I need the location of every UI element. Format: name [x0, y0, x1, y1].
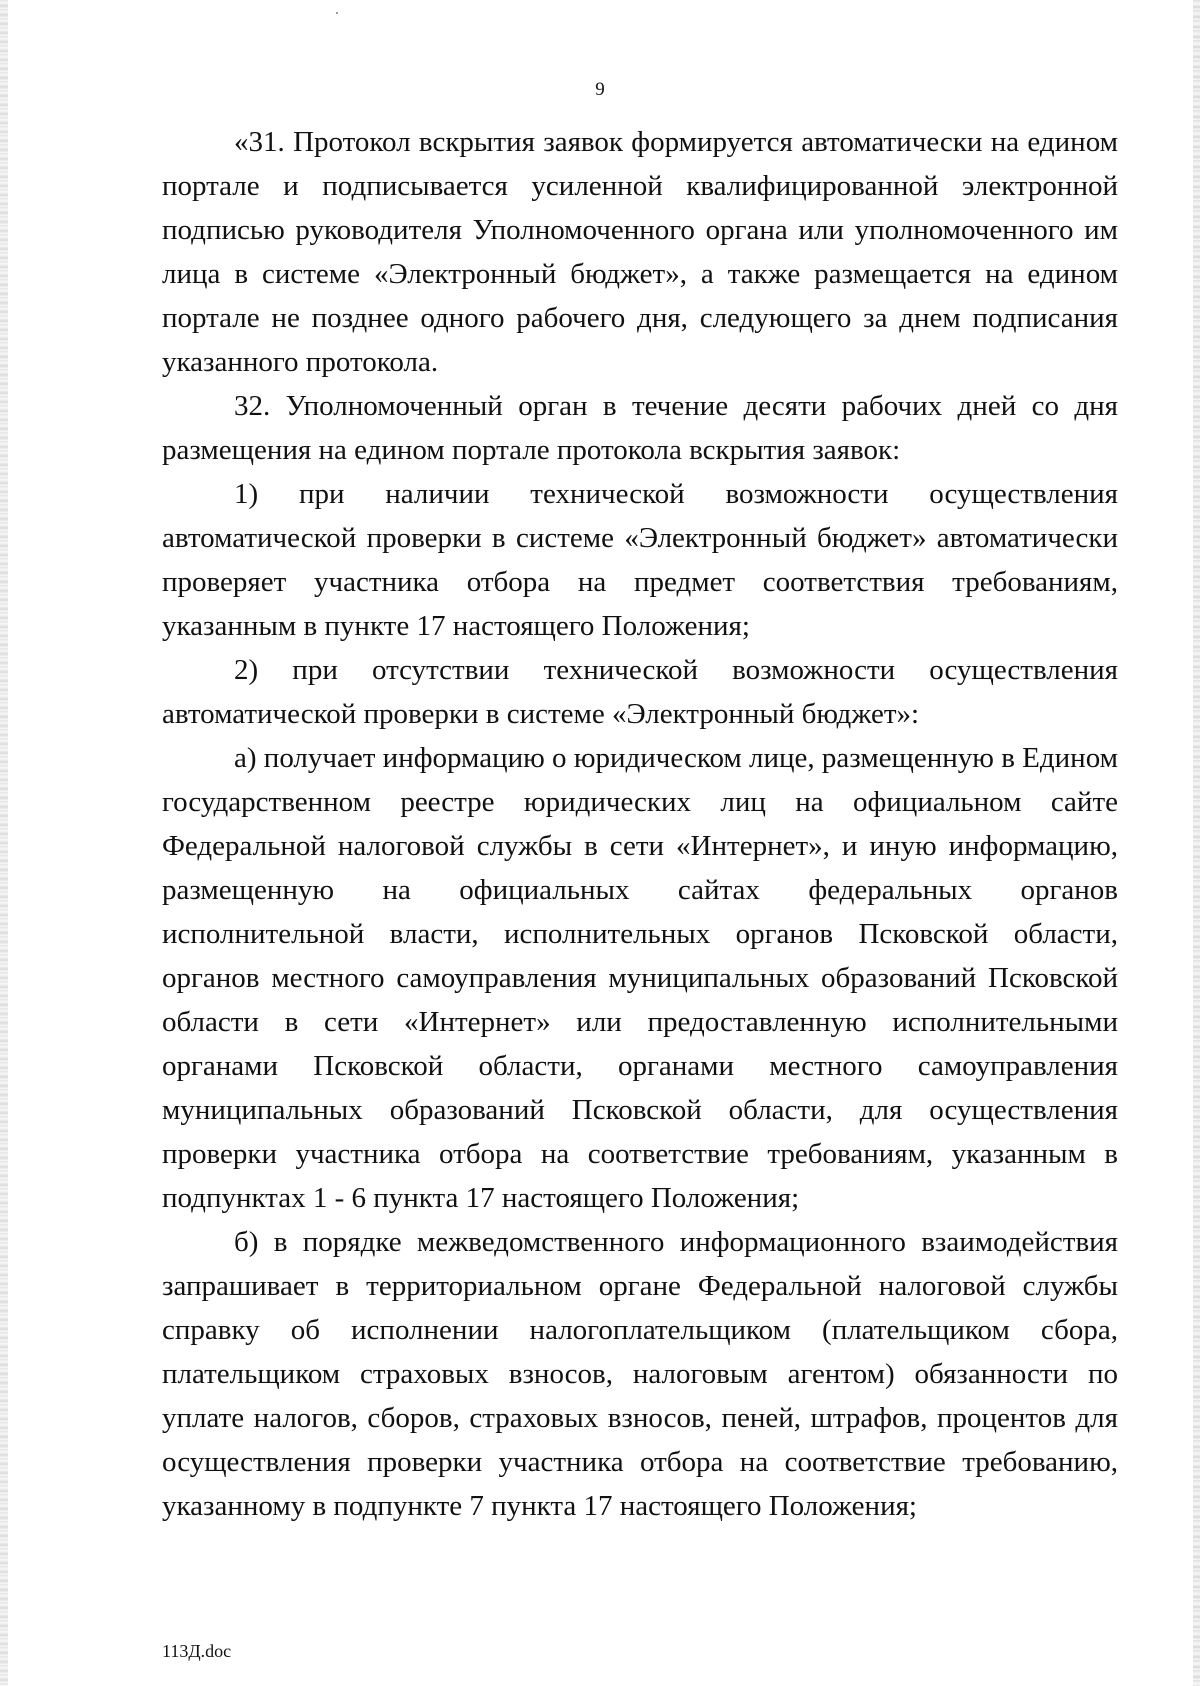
- paragraph-32-item-1: 1) при наличии технической возможности осуществления автоматической проверки в системе «Электронный бюджет» автоматически проверяет участника отбора на предмет соответствия требованиям, указанным в пункте 17 настоящего Положения;: [162, 478, 1118, 642]
- paragraph-32-item-2: 2) при отсутствии технической возможности осуществления автоматической проверки в системе «Электронный бюджет»:: [162, 654, 1118, 730]
- document-body: [162, 120, 1118, 1528]
- file-name-footer: 113Д.doc: [162, 1641, 232, 1661]
- scan-edge-left: [0, 0, 8, 1686]
- scan-speck: [336, 12, 338, 14]
- paragraph-32-item-2b: б) в порядке межведомственного информационного взаимодействия запрашивает в территориальном органе Федеральной налоговой службы справку об исполнении налогоплательщиком (плательщиком сбора, плательщиком страховых взносов, налоговым агентом) обязанности по уплате налогов, сборов, страховых взносов, пеней, штрафов, процентов для осуществления проверки участника отбора на соответствие требованию, указанному в подпункте 7 пункта 17 настоящего Положения;: [162, 1226, 1118, 1522]
- paragraph-32: 32. Уполномоченный орган в течение десяти рабочих дней со дня размещения на едином портале протокола вскрытия заявок:: [162, 390, 1118, 466]
- paragraph-31: «31. Протокол вскрытия заявок формируется автоматически на едином портале и подписывается усиленной квалифицированной электронной подписью руководителя Уполномоченного органа или уполномоченного им лица в системе «Электронный бюджет», а также размещается на едином портале не позднее одного рабочего дня, следующего за днем подписания указанного протокола.: [162, 126, 1118, 378]
- page-number: 9: [595, 79, 605, 100]
- scan-edge-right: [1193, 0, 1200, 1686]
- paragraph-32-item-2a: а) получает информацию о юридическом лице, размещенную в Едином государственном реестре юридических лиц на официальном сайте Федеральной налоговой службы в сети «Интернет», и иную информацию, размещенную на официальных сайтах федеральных органов исполнительной власти, исполнительных органов Псковской области, органов местного самоуправления муниципальных образований Псковской области в сети «Интернет» или предоставленную исполнительными органами Псковской области, органами местного самоуправления муниципальных образований Псковской области, для осуществления проверки участника отбора на соответствие требованиям, указанным в подпунктах 1 - 6 пункта 17 настоящего Положения;: [162, 742, 1118, 1214]
